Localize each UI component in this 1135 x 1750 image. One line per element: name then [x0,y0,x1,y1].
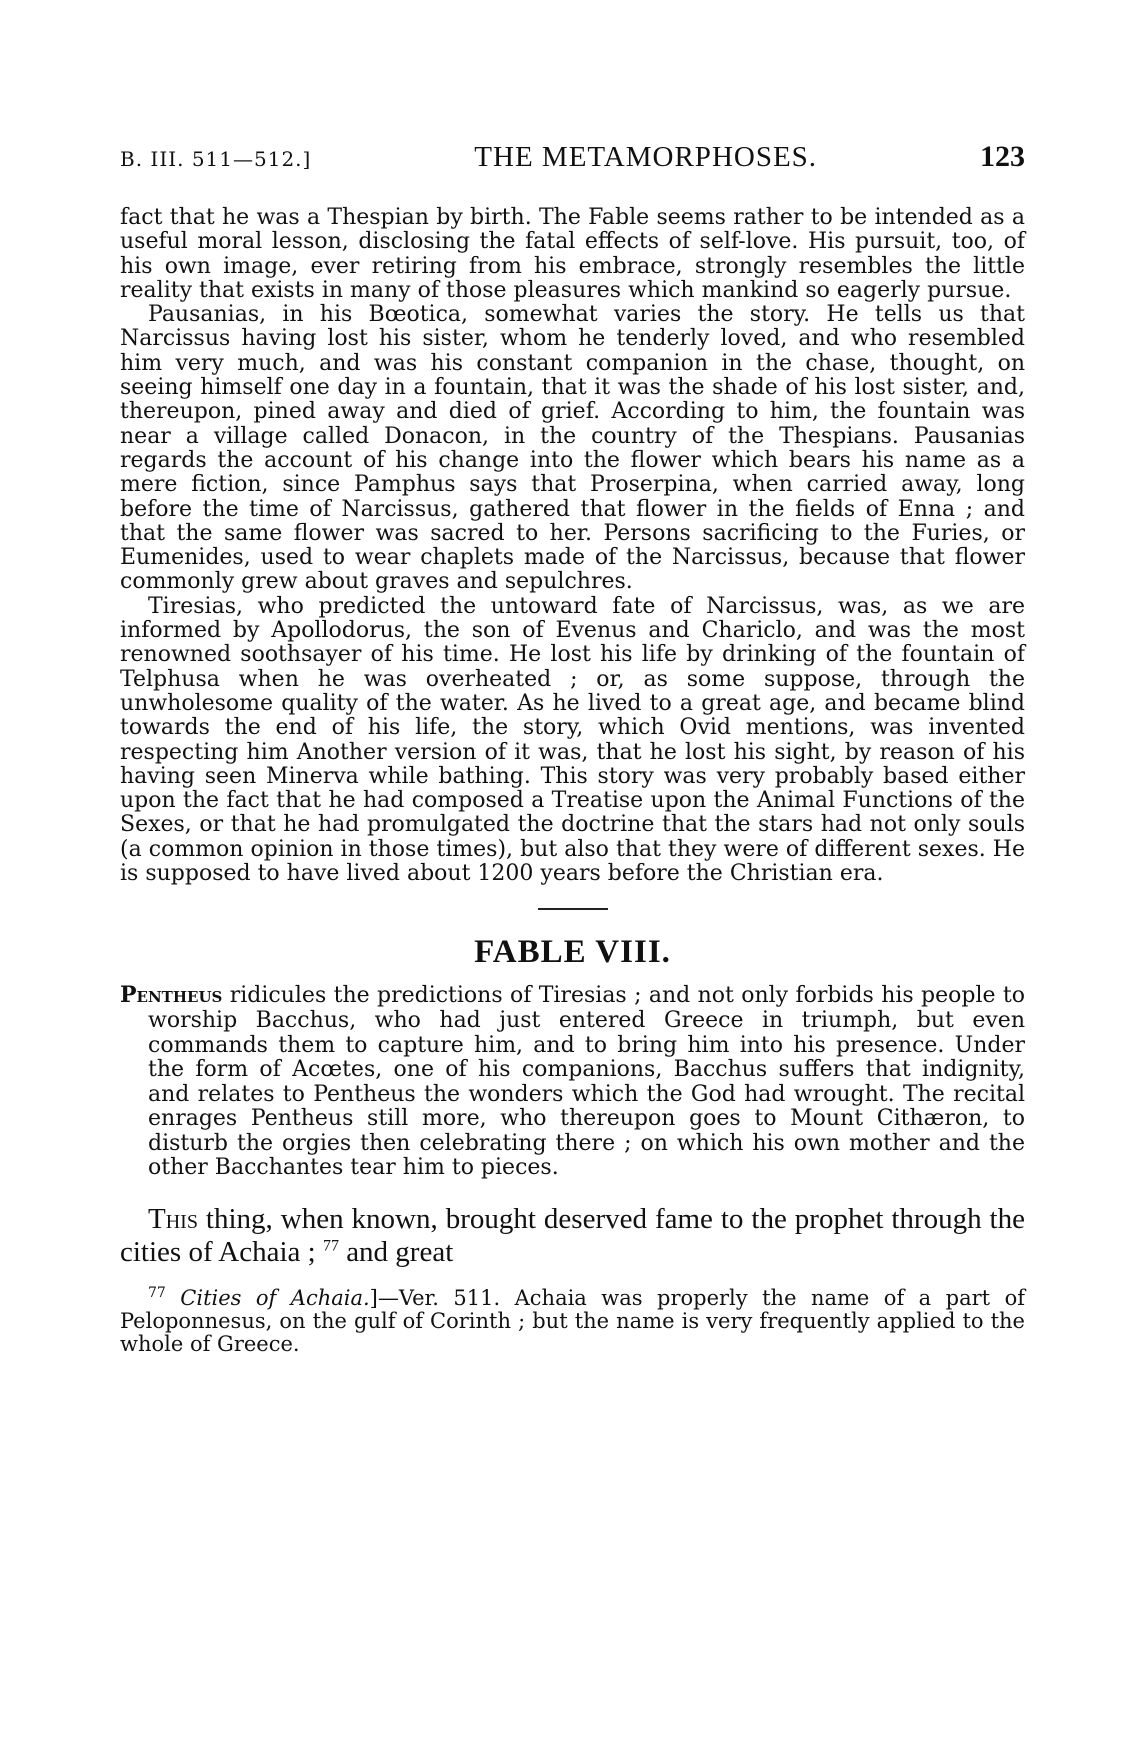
fable-title: FABLE VIII. [474,934,671,971]
paragraph-self-love: fact that he was a Thespian by birth. The Fable seems rather to be intended as a useful moral lesson, disclosing the fatal effects of self-love. His pursuit, too, of his own image, ever retiring from his embrace, strongly resembles the little reality that exists in many of those pleasures which mankind so eagerly pursue. [120,205,1025,303]
verse-lead-word: This [148,1203,198,1236]
footnote-marker: 77 [322,1237,339,1255]
footnote [120,1287,1025,1356]
section-divider [538,908,608,910]
footnote-text: ]—Ver. 511. Achaia was properly the name of a part of Peloponnesus, on the gulf of Corinth ; but the name is very frequently applied to the whole of Greece. [120,1286,1025,1357]
paragraph-pausanias: Pausanias, in his Bœotica, somewhat varies the story. He tells us that Narcissus having lost his sister, whom he tenderly loved, and who resembled him very much, and was his constant companion in the chase, thought, on seeing himself one day in a fountain, that it was the shade of his lost sister, and, thereupon, pined away and died of grief. According to him, the fountain was near a village called Donacon, in the country of the Thespians. Pausanias regards the account of his change into the flower which bears his name as a mere fiction, since Pamphus says that Proserpina, when carried away, long before the time of Narcissus, gathered that flower in the fields of Enna ; and that the same flower was sacred to her. Persons sacrificing to the Furies, or Eumenides, used to wear chaplets made of the Narcissus, because that flower commonly grew about graves and sepulchres. [120,302,1025,595]
book-line-reference: B. III. 511—512.] [120,147,312,171]
running-head [120,140,1025,180]
verse-tail: and great [338,1236,454,1269]
paragraph-tiresias: Tiresias, who predicted the untoward fate of Narcissus, was, as we are informed by Apollodorus, the son of Evenus and Chariclo, and was the most renowned soothsayer of his time. He lost his life by drinking of the fountain of Telphusa when he was overheated ; or, as some suppose, through the unwholesome quality of the water. As he lived to a great age, and became blind towards the end of his life, the story, which Ovid mentions, was invented respecting him Another version of it was, that he lost his sight, by reason of his having seen Minerva while bathing. This story was very probably based either upon the fact that he had composed a Treatise upon the Animal Functions of the Sexes, or that he had promulgated the doctrine that the stars had not only souls (a common opinion in those times), but also that they were of different sexes. He is supposed to have lived about 1200 years before the Christian era. [120,593,1025,887]
footnote-number: 77 [148,1285,166,1302]
argument-text: ridicules the predictions of Tiresias ; and not only forbids his people to worship Bacchus, who had just entered Greece in triumph, but even commands them to capture him, and to bring him into his presence. Under the form of Acœtes, one of his companions, Bacchus suffers that indignity, and relates to Pentheus the wonders which the God had wrought. The recital enrages Pentheus still more, who thereupon goes to Mount Cithæron, to disturb the orgies then celebrating there ; on which his own mother and the other Bacchantes tear him to pieces. [148,983,1025,1181]
verse-text: thing, when known, brought deserved fame to the prophet through the cities of Achaia ; [120,1203,1025,1269]
commentary-text [120,206,1025,886]
fable-argument [120,983,1025,1181]
argument-lead-word: Pentheus [120,982,223,1009]
page-number: 123 [979,140,1025,173]
book-page [120,140,1025,1356]
footnote-label: Cities of Achaia. [180,1286,370,1311]
verse-translation [120,1203,1025,1269]
running-title: THE METAMORPHOSES. [474,141,818,173]
